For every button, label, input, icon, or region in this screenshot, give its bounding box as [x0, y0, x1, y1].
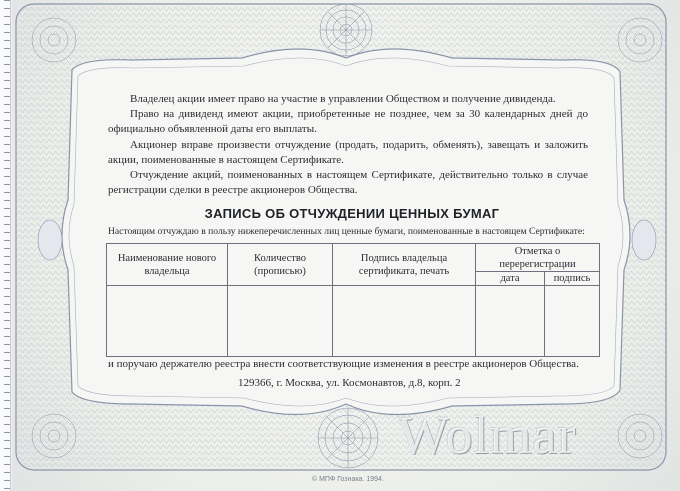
cell-date — [476, 286, 545, 357]
certificate-terms — [108, 92, 588, 198]
terms-paragraph: Отчуждение акций, поименованных в настоящем Сертификате, действительно только в случае регистрации сделки в реестре акционеров Общества. — [108, 169, 588, 197]
terms-paragraph: Владелец акции имеет право на участие в управлении Обществом и получение дивиденда. — [130, 93, 556, 105]
header-new-owner: Наименование нового владельца — [107, 244, 228, 286]
terms-paragraph: Акционер вправе произвести отчуждение (продать, подарить, обменять), завещать и заложить акции, поименованные в настоящем Сертификате. — [108, 138, 588, 166]
header-quantity: Количество (прописью) — [228, 244, 333, 286]
section-subtitle: Настоящим отчуждаю в пользу нижеперечисленных лиц ценные бумаги, поименованные в настоящем Сертификате: — [108, 226, 585, 237]
watermark-text: Wolmar — [398, 405, 577, 465]
header-date: дата — [476, 272, 545, 286]
cell-new-owner — [107, 286, 228, 357]
section-title: ЗАПИСЬ ОБ ОТЧУЖДЕНИИ ЦЕННЫХ БУМАГ — [204, 206, 500, 221]
header-signature: Подпись владельца сертификата, печать — [333, 244, 476, 286]
header-reregistration: Отметка о перерегистрации — [476, 244, 600, 272]
transfer-record-table — [106, 243, 600, 357]
cell-quantity — [228, 286, 333, 357]
cell-sign — [545, 286, 600, 357]
terms-paragraph: Право на дивиденд имеют акции, приобретенные не позднее, чем за 30 календарных дней до официально объявленной даты его выплаты. — [108, 108, 588, 136]
address-line: 129366, г. Москва, ул. Космонавтов, д.8, корп. 2 — [238, 377, 461, 389]
scan-ruler — [0, 0, 11, 491]
cell-signature — [333, 286, 476, 357]
printer-copyright: © МПФ Гознака. 1994. — [312, 476, 384, 483]
certificate-sheet — [12, 0, 680, 491]
header-sign: подпись — [545, 272, 600, 286]
instruction-line: и поручаю держателю реестра внести соответствующие изменения в реестре акционеров Общества. — [108, 358, 579, 370]
